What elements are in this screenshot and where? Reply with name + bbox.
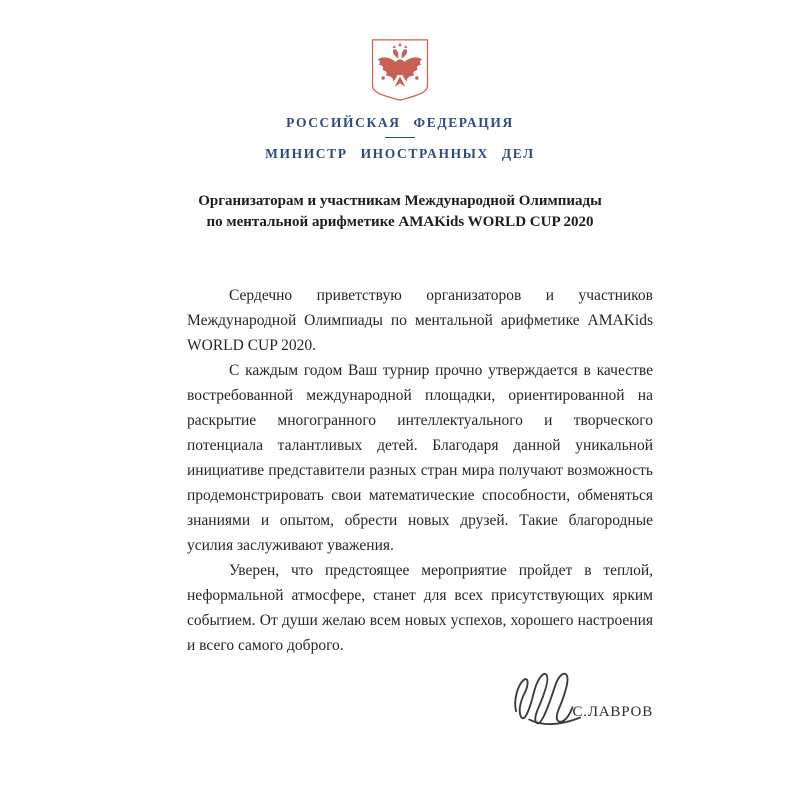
letterhead-minister-title: МИНИСТР ИНОСТРАННЫХ ДЕЛ	[265, 146, 535, 161]
paragraph-closing: Уверен, что предстоящее мероприятие пройдет в теплой, неформальной атмосфере, станет для всех присутствующих ярким событием. От души желаю всем новых успехов, хорошего настроения и всего самого доброго.	[187, 562, 653, 654]
letterhead-country: РОССИЙСКАЯ ФЕДЕРАЦИЯ	[286, 115, 514, 130]
addressee-heading	[0, 191, 800, 233]
signature-block	[187, 666, 653, 728]
addressee-heading-line2: по ментальной арифметике AMAKids WORLD CUP 2020	[206, 214, 594, 230]
addressee-heading-line1: Организаторам и участникам Международной Олимпиады	[198, 193, 602, 209]
paragraph-main: С каждым годом Ваш турнир прочно утверждается в качестве востребованной международной площадки, ориентированной на раскрытие многогранного интеллектуального и творческого потенциала талантливых детей. Благодаря данной уникальной инициативе представители разных стран мира получают возможность продемонстрировать свои математические способности, обменяться знаниями и опытом, обрести новых друзей. Такие благородные усилия заслуживают уважения.	[187, 362, 653, 554]
letterhead-divider	[385, 137, 415, 138]
letter-body	[187, 283, 653, 658]
coat-of-arms-icon	[369, 37, 431, 103]
letterhead	[0, 0, 800, 162]
paragraph-greeting: Сердечно приветствую организаторов и участников Международной Олимпиады по ментальной арифметике AMAKids WORLD CUP 2020.	[187, 287, 653, 354]
signature-name: С.ЛАВРОВ	[572, 704, 653, 720]
